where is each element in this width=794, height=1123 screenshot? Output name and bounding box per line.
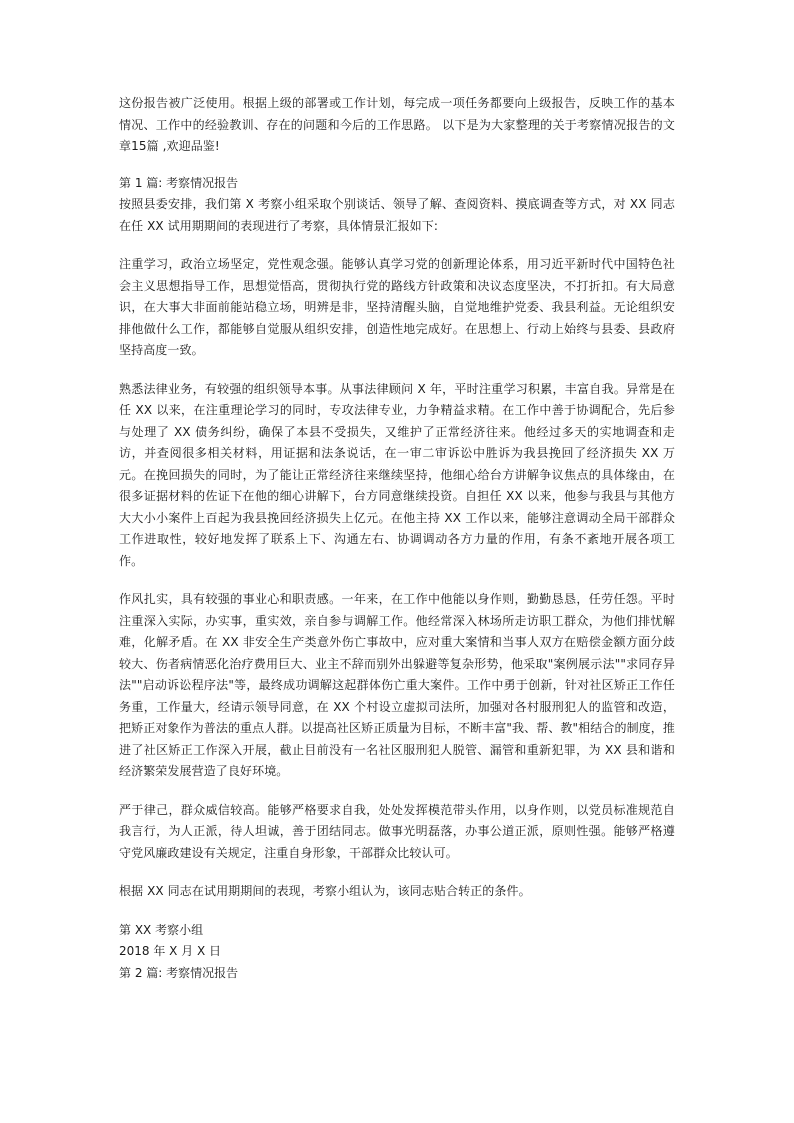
section-1-paragraph-2: 注重学习，政治立场坚定，党性观念强。能够认真学习党的创新理论体系，用习近平新时代中国特色社会主义思想指导工作，思想觉悟高，贯彻执行党的路线方针政策和决议态度坚决，不打折扣。有大局意识，在大事大非面前能站稳立场，明辨是非，坚持清醒头脑，自觉地维护党委、我县利益。无论组织安排他做什么工作，都能够自觉服从组织安排，创造性地完成好。在思想上、行动上始终与县委、县政府坚持高度一致。 — [119, 257, 675, 357]
section-1-heading: 第 1 篇: 考察情况报告 — [119, 175, 239, 190]
section-1-paragraph-1: 按照县委安排，我们第 X 考察小组采取个别谈话、领导了解、查阅资料、摸底调查等方式，对 XX 同志在任 XX 试用期期间的表现进行了考察，具体情景汇报如下: — [119, 197, 675, 233]
section-1-paragraph-4: 作风扎实，具有较强的事业心和职责感。一年来，在工作中他能以身作则，勤勤恳恳，任劳任怨。平时注重深入实际，办实事，重实效，亲自参与调解工作。他经常深入林场所走访职工群众，为他们排忧解难，化解矛盾。在 XX 非安全生产类意外伤亡事故中，应对重大案情和当事人双方在赔偿金额方面分歧较大、伤者病情恶化治疗费用巨大、业主不辞而别外出躲避等复杂形势，他采取"案例展示法""求同存异法""启动诉讼程序法"等，最终成功调解这起群体伤亡重大案件。工作中勇于创新，针对社区矫正工作任务重，工作量大，经请示领导同意，在 XX 个村设立虚拟司法所，加强对各村服刑犯人的监管和改造，把矫正对象作为普法的重点人群。以提高社区矫正质量为目标，不断丰富"我、帮、教"相结合的制度，推进了社区矫正工作深入开展，截止目前没有一名社区服刑犯人脱管、漏管和重新犯罪，为 XX 县和谐和经济繁荣发展营造了良好环境。 — [119, 592, 675, 778]
section-1-date: 2018 年 X 月 X 日 — [119, 944, 222, 958]
section-2-heading: 第 2 篇: 考察情况报告 — [119, 965, 239, 980]
section-1-paragraph-6: 根据 XX 同志在试用期期间的表现，考察小组认为，该同志贴合转正的条件。 — [119, 884, 531, 898]
section-1-paragraph-3: 熟悉法律业务，有较强的组织领导本事。从事法律顾问 X 年，平时注重学习积累，丰富自我。异常是在任 XX 以来，在注重理论学习的同时，专攻法律专业，力争精益求精。在工作中善于协调配合，先后参与处理了 XX 债务纠纷，确保了本县不受损失，又维护了正常经济往来。他经过多天的实地调查和走访，并查阅很多相关材料，用证据和法条说话，在一审二审诉讼中胜诉为我县挽回了经济损失 XX 万元。在挽回损失的同时，为了能让正常经济往来继续坚持，他细心给台方讲解争议焦点的具体缘由，在很多证据材料的佐证下在他的细心讲解下，台方同意继续投资。自担任 XX 以来，他参与我县与其他方大大小小案件上百起为我县挽回经济损失上亿元。在他主持 XX 工作以来，能够注意调动全局干部群众工作进取性，较好地发挥了联系上下、沟通左右、协调调动各方力量的作用，有条不紊地开展各项工作。 — [119, 381, 675, 568]
intro-paragraph: 这份报告被广泛使用。根据上级的部署或工作计划，每完成一项任务都要向上级报告，反映工作的基本情况、工作中的经验教训、存在的问题和今后的工作思路。 以下是为大家整理的关于考察情况报告的文章15篇 ,欢迎品鉴! — [119, 96, 675, 153]
document-page — [119, 93, 675, 984]
section-1-paragraph-5: 严于律己，群众威信较高。能够严格要求自我，处处发挥模范带头作用，以身作则，以党员标准规范自我言行，为人正派，待人坦诚，善于团结同志。做事光明磊落，办事公道正派，原则性强。能够严格遵守党风廉政建设有关规定，注重自身形象，干部群众比较认可。 — [119, 802, 675, 860]
section-1-signature: 第 XX 考察小组 — [119, 922, 204, 937]
